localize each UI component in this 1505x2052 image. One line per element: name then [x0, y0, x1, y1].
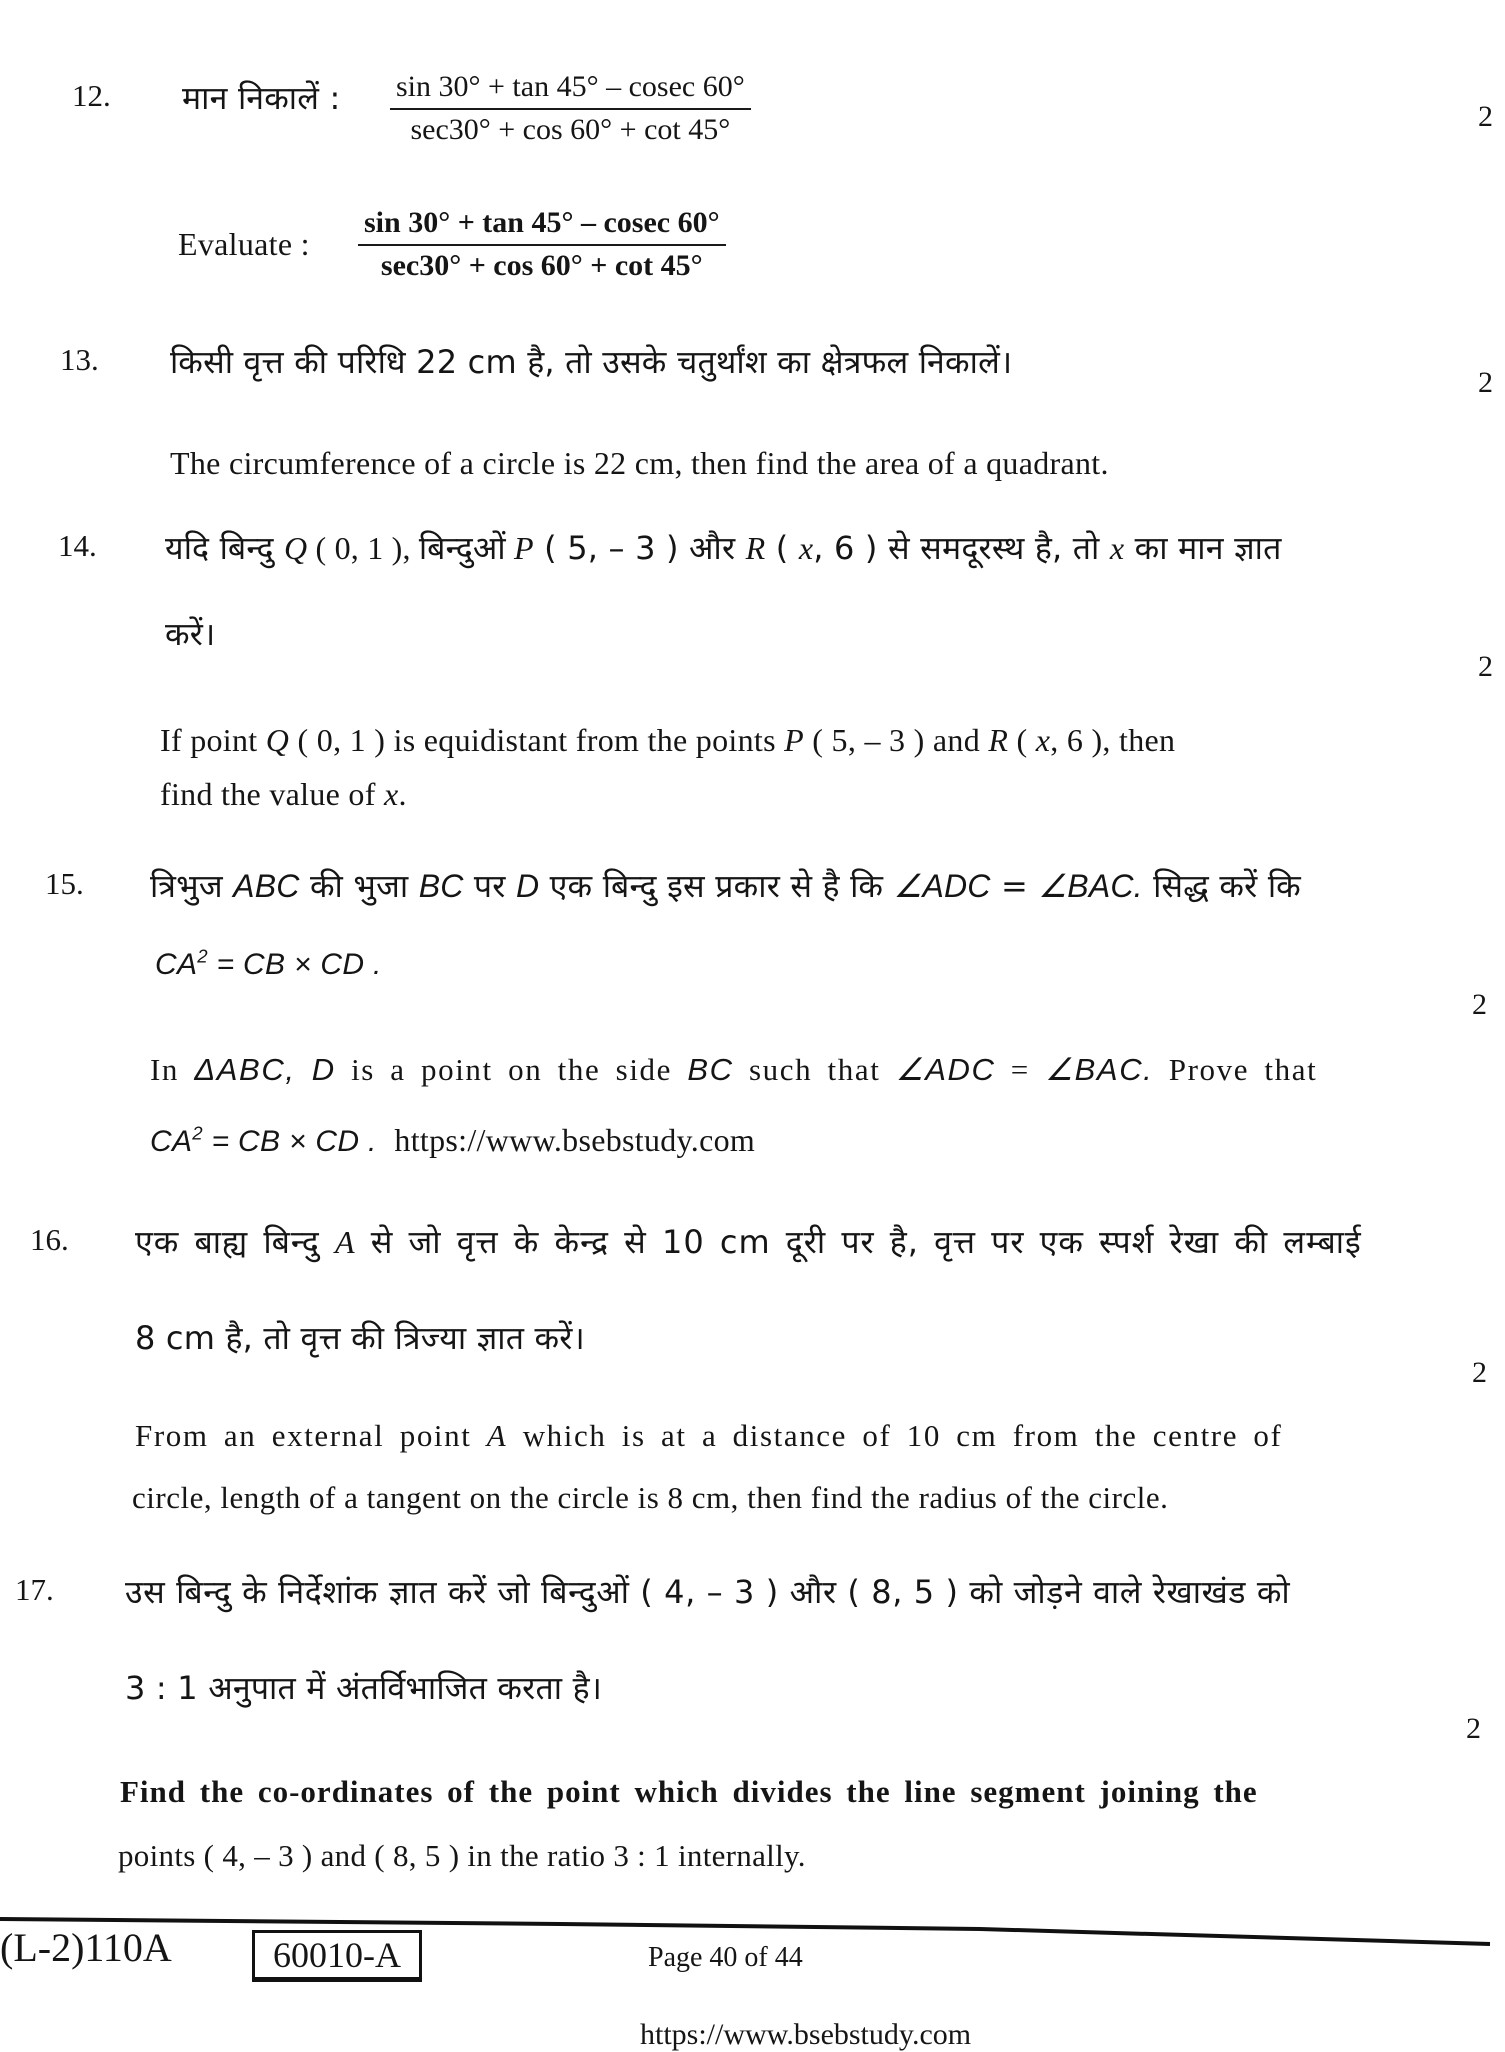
q12-fraction-english	[358, 206, 726, 283]
q16-english-line1	[135, 1418, 1282, 1454]
angle-adc: ∠ADC	[893, 868, 991, 904]
var-abc: ABC	[233, 868, 300, 904]
q16-english-line2: circle, length of a tangent on the circle is 8 cm, then find the radius of the circle.	[132, 1480, 1169, 1515]
q17-marks: 2	[1466, 1712, 1481, 1745]
text: find the value of	[160, 776, 384, 812]
q16-marks: 2	[1472, 1356, 1487, 1389]
paper-code: (L-2)110A	[0, 1925, 172, 1970]
text: एक बिन्दु इस प्रकार से है कि	[539, 867, 894, 905]
cut-off-url	[0, 2018, 1505, 2051]
q15-marks: 2	[1472, 988, 1487, 1021]
text: Prove that	[1153, 1052, 1318, 1087]
text: पर	[463, 867, 516, 905]
question-number-16: 16.	[30, 1222, 69, 1257]
text: From an external point	[135, 1418, 487, 1453]
text: ( 0, 1 ) is equidistant from the points	[289, 722, 785, 758]
q14-marks: 2	[1478, 650, 1493, 683]
set-code-box	[252, 1930, 422, 1982]
var-p: P	[784, 722, 804, 758]
text: In	[150, 1052, 195, 1087]
var-q: Q	[265, 722, 290, 758]
q15-english-line2	[150, 1122, 755, 1159]
text: =	[995, 1052, 1046, 1087]
var-a: A	[334, 1224, 356, 1260]
var-r: R	[745, 530, 766, 566]
question-number-12: 12.	[72, 78, 111, 113]
text: = CB × CD .	[202, 1125, 377, 1158]
text: which is at a distance of 10 cm from the centre of	[507, 1418, 1283, 1453]
var-bc: BC	[687, 1052, 734, 1087]
var-r: R	[988, 722, 1009, 758]
superscript: 2	[197, 945, 208, 967]
angle-bac: ∠BAC.	[1045, 1052, 1154, 1087]
q17-english-line2: points ( 4, – 3 ) and ( 8, 5 ) in the ratio 3 : 1 internally.	[118, 1838, 806, 1873]
text: से जो वृत्त के केन्द्र से 10 cm दूरी पर है, वृत्त पर एक स्पर्श रेखा की लम्बाई	[355, 1223, 1362, 1261]
var-x: x	[798, 530, 814, 566]
text: .	[398, 776, 407, 812]
text: CA	[155, 948, 198, 981]
q16-hindi-line2: 8 cm है, तो वृत्त की त्रिज्या ज्ञात करें।	[135, 1319, 585, 1357]
text: का मान ज्ञात	[1124, 529, 1282, 567]
q15-equation	[155, 945, 382, 982]
q16-hindi-line1	[135, 1220, 1362, 1263]
text: की भुजा	[299, 867, 419, 905]
text: (	[765, 529, 799, 567]
question-number-13: 13.	[60, 342, 99, 377]
q13-hindi-text: किसी वृत्त की परिधि 22 cm है, तो उसके चतुर्थांश का क्षेत्रफल निकालें।	[170, 343, 1013, 381]
var-x: x	[1109, 530, 1125, 566]
q12-numerator-en: sin 30° + tan 45° – cosec 60°	[358, 206, 726, 246]
q12-marks: 2	[1478, 100, 1493, 133]
q14-hindi-line1	[165, 526, 1282, 569]
set-code: 60010-A	[273, 1935, 401, 1975]
text: एक बाह्य बिन्दु	[135, 1223, 335, 1261]
question-number-15: 15.	[45, 866, 84, 901]
text: If point	[160, 722, 266, 758]
text: is a point on the side	[335, 1052, 688, 1087]
text: , 6 ), then	[1050, 722, 1176, 758]
text: , 6 ) से समदूरस्थ है, तो	[813, 529, 1110, 567]
q17-hindi-line2: 3 : 1 अनुपात में अंतर्विभाजित करता है।	[125, 1669, 603, 1707]
var-d: D	[515, 868, 540, 904]
var-q: Q	[284, 530, 308, 566]
q13-english-text: The circumference of a circle is 22 cm, then find the area of a quadrant.	[170, 445, 1109, 481]
q13-marks: 2	[1478, 366, 1493, 399]
text: (	[1008, 722, 1036, 758]
angle-adc: ∠ADC	[895, 1052, 996, 1087]
q15-equation-en	[150, 1122, 377, 1158]
superscript: 2	[192, 1122, 203, 1144]
text: यदि बिन्दु	[165, 529, 285, 567]
q12-fraction-hindi	[390, 70, 751, 147]
triangle-abc: ΔABC, D	[194, 1052, 336, 1087]
text: त्रिभुज	[150, 867, 234, 905]
var-x: x	[1035, 722, 1051, 758]
q14-english-line2	[160, 776, 407, 813]
q14-hindi-line2: करें।	[165, 615, 216, 653]
var-a: A	[486, 1418, 508, 1453]
q12-hindi-prefix: मान निकालें :	[182, 79, 341, 117]
q12-numerator: sin 30° + tan 45° – cosec 60°	[390, 70, 751, 110]
text: =	[990, 867, 1039, 905]
angle-bac: ∠BAC.	[1038, 868, 1143, 904]
text: ( 5, – 3 ) and	[804, 722, 989, 758]
var-x: x	[384, 776, 399, 812]
text: ( 0, 1 ), बिन्दुओं	[307, 530, 515, 566]
q12-english-prefix: Evaluate :	[178, 226, 310, 262]
watermark-url: https://www.bsebstudy.com	[394, 1122, 756, 1158]
q12-denominator: sec30° + cos 60° + cot 45°	[410, 113, 731, 146]
question-number-14: 14.	[58, 528, 97, 563]
text: such that	[733, 1052, 896, 1087]
var-bc: BC	[418, 868, 464, 904]
cut-off-url-text: https://www.bsebstudy.com	[640, 2018, 972, 2051]
q15-hindi-line1	[150, 864, 1301, 907]
question-number-17: 17.	[15, 1572, 54, 1607]
q14-english-line1	[160, 722, 1175, 759]
text: सिद्ध करें कि	[1142, 867, 1301, 905]
text: CA	[150, 1125, 193, 1158]
var-p: P	[514, 530, 534, 566]
q17-english-line1: Find the co-ordinates of the point which divides the line segment joining the	[120, 1774, 1258, 1809]
text: ( 5, – 3 ) और	[533, 529, 746, 567]
text: = CB × CD .	[207, 948, 382, 981]
page-number: Page 40 of 44	[648, 1942, 803, 1973]
q15-english-line1	[150, 1052, 1317, 1088]
q17-hindi-line1: उस बिन्दु के निर्देशांक ज्ञात करें जो बिन्दुओं ( 4, – 3 ) और ( 8, 5 ) को जोड़ने वाले रेखाखंड को	[125, 1573, 1291, 1611]
q12-denominator-en: sec30° + cos 60° + cot 45°	[380, 249, 703, 282]
